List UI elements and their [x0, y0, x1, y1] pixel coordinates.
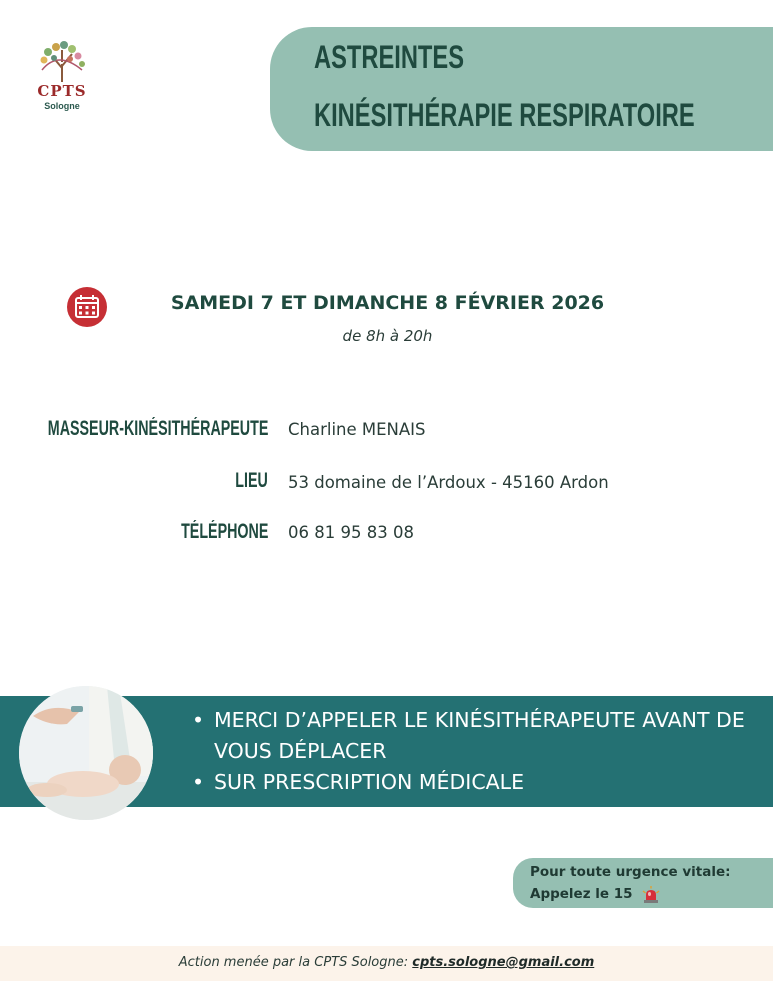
notice-item-text: SUR PRESCRIPTION MÉDICALE — [214, 770, 525, 794]
practitioner-label: MASSEUR-KINÉSITHÉRAPEUTE — [47, 417, 268, 440]
location-label: LIEU — [235, 469, 268, 492]
page-title-line-2: KINÉSITHÉRAPIE RESPIRATOIRE — [314, 97, 695, 133]
footer-text — [0, 955, 773, 970]
logo-name: CPTS — [37, 82, 87, 100]
baby-photo — [19, 686, 153, 820]
tree-logo-icon — [28, 40, 96, 84]
page-title-line-1: ASTREINTES — [314, 39, 464, 75]
urgent-line-1: Pour toute urgence vitale: — [530, 864, 731, 880]
location-value: 53 domaine de l’Ardoux - 45160 Ardon — [288, 473, 609, 492]
logo-subtitle: Sologne — [44, 101, 80, 111]
bullet-icon: • — [192, 708, 205, 732]
notice-item-text: MERCI D’APPELER LE KINÉSITHÉRAPEUTE AVANT DE VOUS DÉPLACER — [214, 708, 745, 763]
cpts-logo — [28, 40, 96, 116]
urgent-line-2: Appelez le 15 — [530, 886, 633, 902]
phone-value[interactable]: 06 81 95 83 08 — [288, 523, 414, 542]
notice-list — [192, 705, 752, 798]
footer — [0, 946, 773, 981]
schedule-hours: de 8h à 20h — [342, 327, 433, 345]
notice-item — [192, 705, 752, 767]
siren-icon — [641, 886, 661, 904]
practitioner-value: Charline MENAIS — [288, 420, 426, 439]
schedule-date: SAMEDI 7 ET DIMANCHE 8 FÉVRIER 2026 — [170, 292, 605, 314]
footer-email-link[interactable]: cpts.sologne@gmail.com — [412, 955, 595, 970]
title-banner — [270, 27, 773, 151]
phone-label: TÉLÉPHONE — [180, 520, 268, 543]
calendar-icon — [67, 287, 107, 327]
urgent-callout — [513, 858, 773, 908]
footer-label: Action menée par la CPTS Sologne: — [178, 955, 413, 970]
notice-item — [192, 767, 752, 798]
bullet-icon: • — [192, 770, 205, 794]
